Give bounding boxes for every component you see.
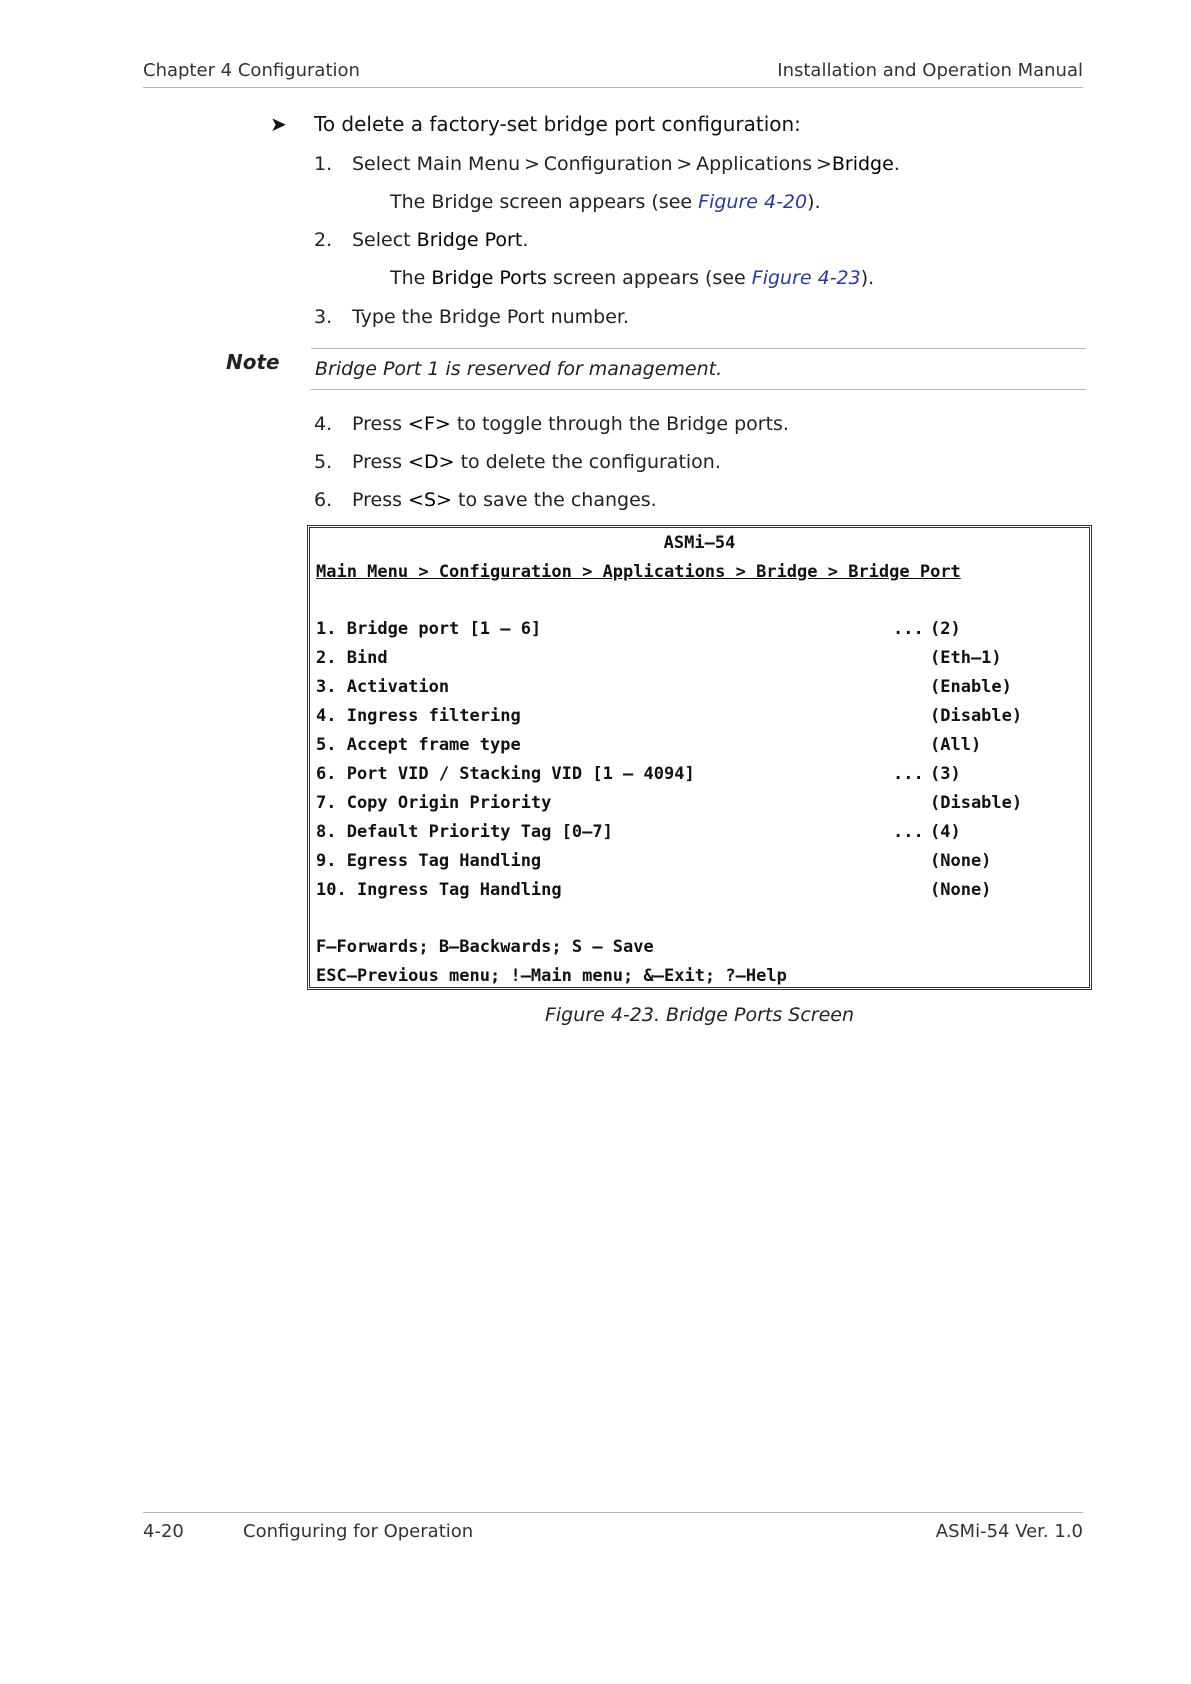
procedure-arrow-icon: ➤ xyxy=(270,112,287,136)
step-text-end: to delete the configuration. xyxy=(454,451,721,473)
step-6 xyxy=(314,489,657,511)
menu-item-value: (Enable) xyxy=(930,677,1012,697)
step-text: Press xyxy=(352,413,409,435)
header-manual-title: Installation and Operation Manual xyxy=(777,60,1083,81)
menu-item-copy-origin-priority[interactable]: 7. Copy Origin Priority xyxy=(316,793,552,813)
result-text: The xyxy=(390,267,432,289)
menu-item-value: (3) xyxy=(930,764,961,784)
menu-item-value: (Eth–1) xyxy=(930,648,1002,668)
step-emphasis: Bridge Port xyxy=(416,229,523,251)
step-1 xyxy=(314,153,900,175)
step-number: 2. xyxy=(314,229,333,251)
figure-link[interactable]: Figure 4-23 xyxy=(751,267,861,289)
step-number: 4. xyxy=(314,413,333,435)
menu-item-port-vid[interactable]: 6. Port VID / Stacking VID [1 – 4094] xyxy=(316,764,695,784)
result-text-end: ). xyxy=(860,267,875,289)
terminal-footer-keys: F–Forwards; B–Backwards; S – Save xyxy=(316,937,654,957)
result-text-end: ). xyxy=(807,191,821,213)
step-2-result xyxy=(390,267,874,289)
step-3 xyxy=(314,306,629,328)
header-chapter: Chapter 4 Configuration xyxy=(143,60,360,81)
result-text-mid: screen appears (see xyxy=(546,267,752,289)
page-footer xyxy=(143,1512,1083,1542)
menu-item-ingress-filtering[interactable]: 4. Ingress filtering xyxy=(316,706,521,726)
menu-item-bridge-port[interactable]: 1. Bridge port [1 – 6] xyxy=(316,619,542,639)
menu-item-accept-frame-type[interactable]: 5. Accept frame type xyxy=(316,735,521,755)
step-text: Select Main Menu > Configuration > Applications > xyxy=(352,153,832,175)
step-text: Press xyxy=(352,489,409,511)
note-box xyxy=(311,348,1086,390)
figure-caption: Figure 4-23. Bridge Ports Screen xyxy=(544,1004,855,1026)
note-text: Bridge Port 1 is reserved for management. xyxy=(315,358,723,380)
step-text-end: . xyxy=(522,229,529,251)
menu-item-ingress-tag-handling[interactable]: 10. Ingress Tag Handling xyxy=(316,880,562,900)
footer-section: Configuring for Operation xyxy=(243,1521,474,1542)
step-text: Select xyxy=(352,229,417,251)
menu-item-value: (None) xyxy=(930,880,992,900)
menu-item-dots: ... xyxy=(893,764,924,784)
key-label: <F> xyxy=(408,413,451,435)
step-text: Type the Bridge Port number. xyxy=(352,306,630,328)
terminal-breadcrumb: Main Menu > Configuration > Applications > Bridge > Bridge Port xyxy=(316,562,961,582)
terminal-title: ASMi–54 xyxy=(663,533,736,553)
procedure-title: To delete a factory-set bridge port configuration: xyxy=(314,112,801,136)
step-text-end: . xyxy=(893,153,900,175)
menu-item-activation[interactable]: 3. Activation xyxy=(316,677,450,697)
key-label: <D> xyxy=(408,451,455,473)
figure-link[interactable]: Figure 4-20 xyxy=(698,191,808,213)
step-text-end: to save the changes. xyxy=(451,489,657,511)
step-number: 3. xyxy=(314,306,333,328)
menu-item-value: (Disable) xyxy=(930,793,1023,813)
menu-item-value: (Disable) xyxy=(930,706,1023,726)
menu-item-egress-tag-handling[interactable]: 9. Egress Tag Handling xyxy=(316,851,542,871)
step-number: 1. xyxy=(314,153,333,175)
footer-product: ASMi-54 Ver. 1.0 xyxy=(935,1521,1083,1542)
menu-item-dots: ... xyxy=(893,619,924,639)
step-text: Press xyxy=(352,451,409,473)
step-1-result xyxy=(390,191,821,213)
step-5 xyxy=(314,451,721,473)
step-number: 5. xyxy=(314,451,333,473)
menu-item-bind[interactable]: 2. Bind xyxy=(316,648,388,668)
result-emphasis: Bridge Ports xyxy=(431,267,547,289)
menu-item-value: (All) xyxy=(930,735,982,755)
page-header xyxy=(143,60,1083,88)
menu-item-value: (None) xyxy=(930,851,992,871)
result-text: The Bridge screen appears (see xyxy=(390,191,699,213)
menu-item-value: (4) xyxy=(930,822,961,842)
menu-item-dots: ... xyxy=(893,822,924,842)
step-4 xyxy=(314,413,789,435)
step-text-end: to toggle through the Bridge ports. xyxy=(450,413,789,435)
terminal-screen xyxy=(307,525,1092,990)
step-number: 6. xyxy=(314,489,333,511)
terminal-footer-nav: ESC–Previous menu; !–Main menu; &–Exit; ?–Help xyxy=(316,966,787,986)
key-label: <S> xyxy=(408,489,452,511)
step-emphasis: Bridge xyxy=(831,153,894,175)
note-label: Note xyxy=(226,350,280,374)
step-2 xyxy=(314,229,528,251)
page-number: 4-20 xyxy=(143,1521,184,1542)
procedure-heading xyxy=(270,112,801,136)
menu-item-value: (2) xyxy=(930,619,961,639)
menu-item-default-priority-tag[interactable]: 8. Default Priority Tag [0–7] xyxy=(316,822,613,842)
